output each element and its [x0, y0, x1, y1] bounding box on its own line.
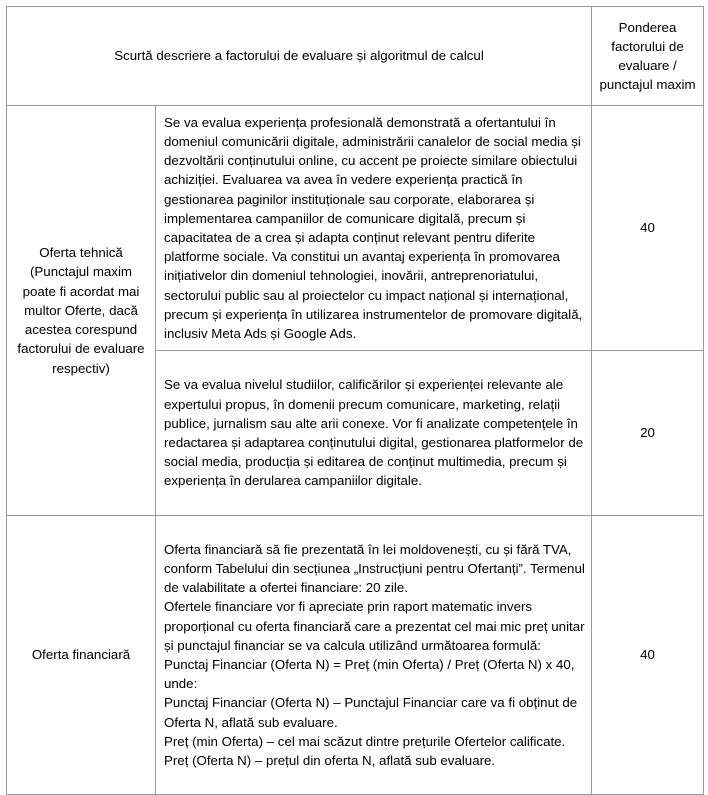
header-description: Scurtă descriere a factorului de evaluare și algoritmul de calcul: [7, 7, 592, 106]
financial-line: Punctaj Financiar (Oferta N) = Preț (min Oferta) / Preț (Oferta N) x 40, unde:: [164, 657, 575, 692]
header-weight: Ponderea factorului de evaluare / punctajul maxim: [592, 7, 704, 106]
points-financial: 40: [592, 516, 704, 795]
financial-line: Oferta financiară să fie prezentată în lei moldovenești, cu și fără TVA, conform Tabelului din secțiunea „Instrucțiuni pentru Ofertanți”. Termenul de valabilitate a ofertei financiare: 20 zile.: [164, 541, 585, 596]
points-technical-expert: 20: [592, 351, 704, 516]
points-technical-experience: 40: [592, 106, 704, 351]
description-financial: [156, 516, 592, 795]
table-row: [7, 106, 704, 351]
description-technical-expert: Se va evalua nivelul studiilor, calificărilor și experienței relevante ale expertului propus, în domenii precum comunicare, marketing, relații publice, jurnalism sau alte arii conexe. Vor fi analizate competențele în redactarea și adaptarea conținutului digital, gestionarea platformelor de social media, producția și editarea de conținut multimedia, precum și experiența în derularea campaniilor digitale.: [156, 351, 592, 516]
criterion-technical: Oferta tehnică (Punctajul maxim poate fi acordat mai multor Oferte, dacă acestea corespund factorului de evaluare respectiv): [7, 106, 156, 516]
evaluation-table: [6, 6, 704, 795]
table-row: [7, 516, 704, 795]
financial-line: Preț (min Oferta) – cel mai scăzut dintre prețurile Ofertelor calificate.: [164, 733, 566, 749]
financial-line: Preț (Oferta N) – prețul din oferta N, aflată sub evaluare.: [164, 753, 496, 769]
header-row: [7, 7, 704, 106]
description-technical-experience: Se va evalua experiența profesională demonstrată a ofertantului în domeniul comunicării digitale, administrării canalelor de social media și dezvoltării conținutului online, cu accent pe proiecte similare obiectului achiziției. Evaluarea va avea în vedere experiența practică în gestionarea paginilor instituționale sau corporate, elaborarea și implementarea campaniilor de comunicare digitală, precum și capacitatea de a crea și adapta conținut relevant pentru diferite platforme sociale. Va constitui un avantaj experiența în promovarea inițiativelor din domeniul tehnologiei, inovării, antreprenoriatului, sectorului public sau al proiectelor cu impact național și internațional, precum și experiența în utilizarea instrumentelor de promovare digitală, inclusiv Meta Ads și Google Ads.: [156, 106, 592, 351]
financial-line: Punctaj Financiar (Oferta N) – Punctajul Financiar care va fi obținut de Oferta N, aflată sub evaluare.: [164, 695, 578, 730]
criterion-financial: Oferta financiară: [7, 516, 156, 795]
financial-line: Ofertele financiare vor fi apreciate prin raport matematic invers proporțional cu oferta financiară care a prezentat cel mai mic preț unitar și punctajul financiar se va calcula utilizând următoarea formulă:: [164, 599, 585, 653]
